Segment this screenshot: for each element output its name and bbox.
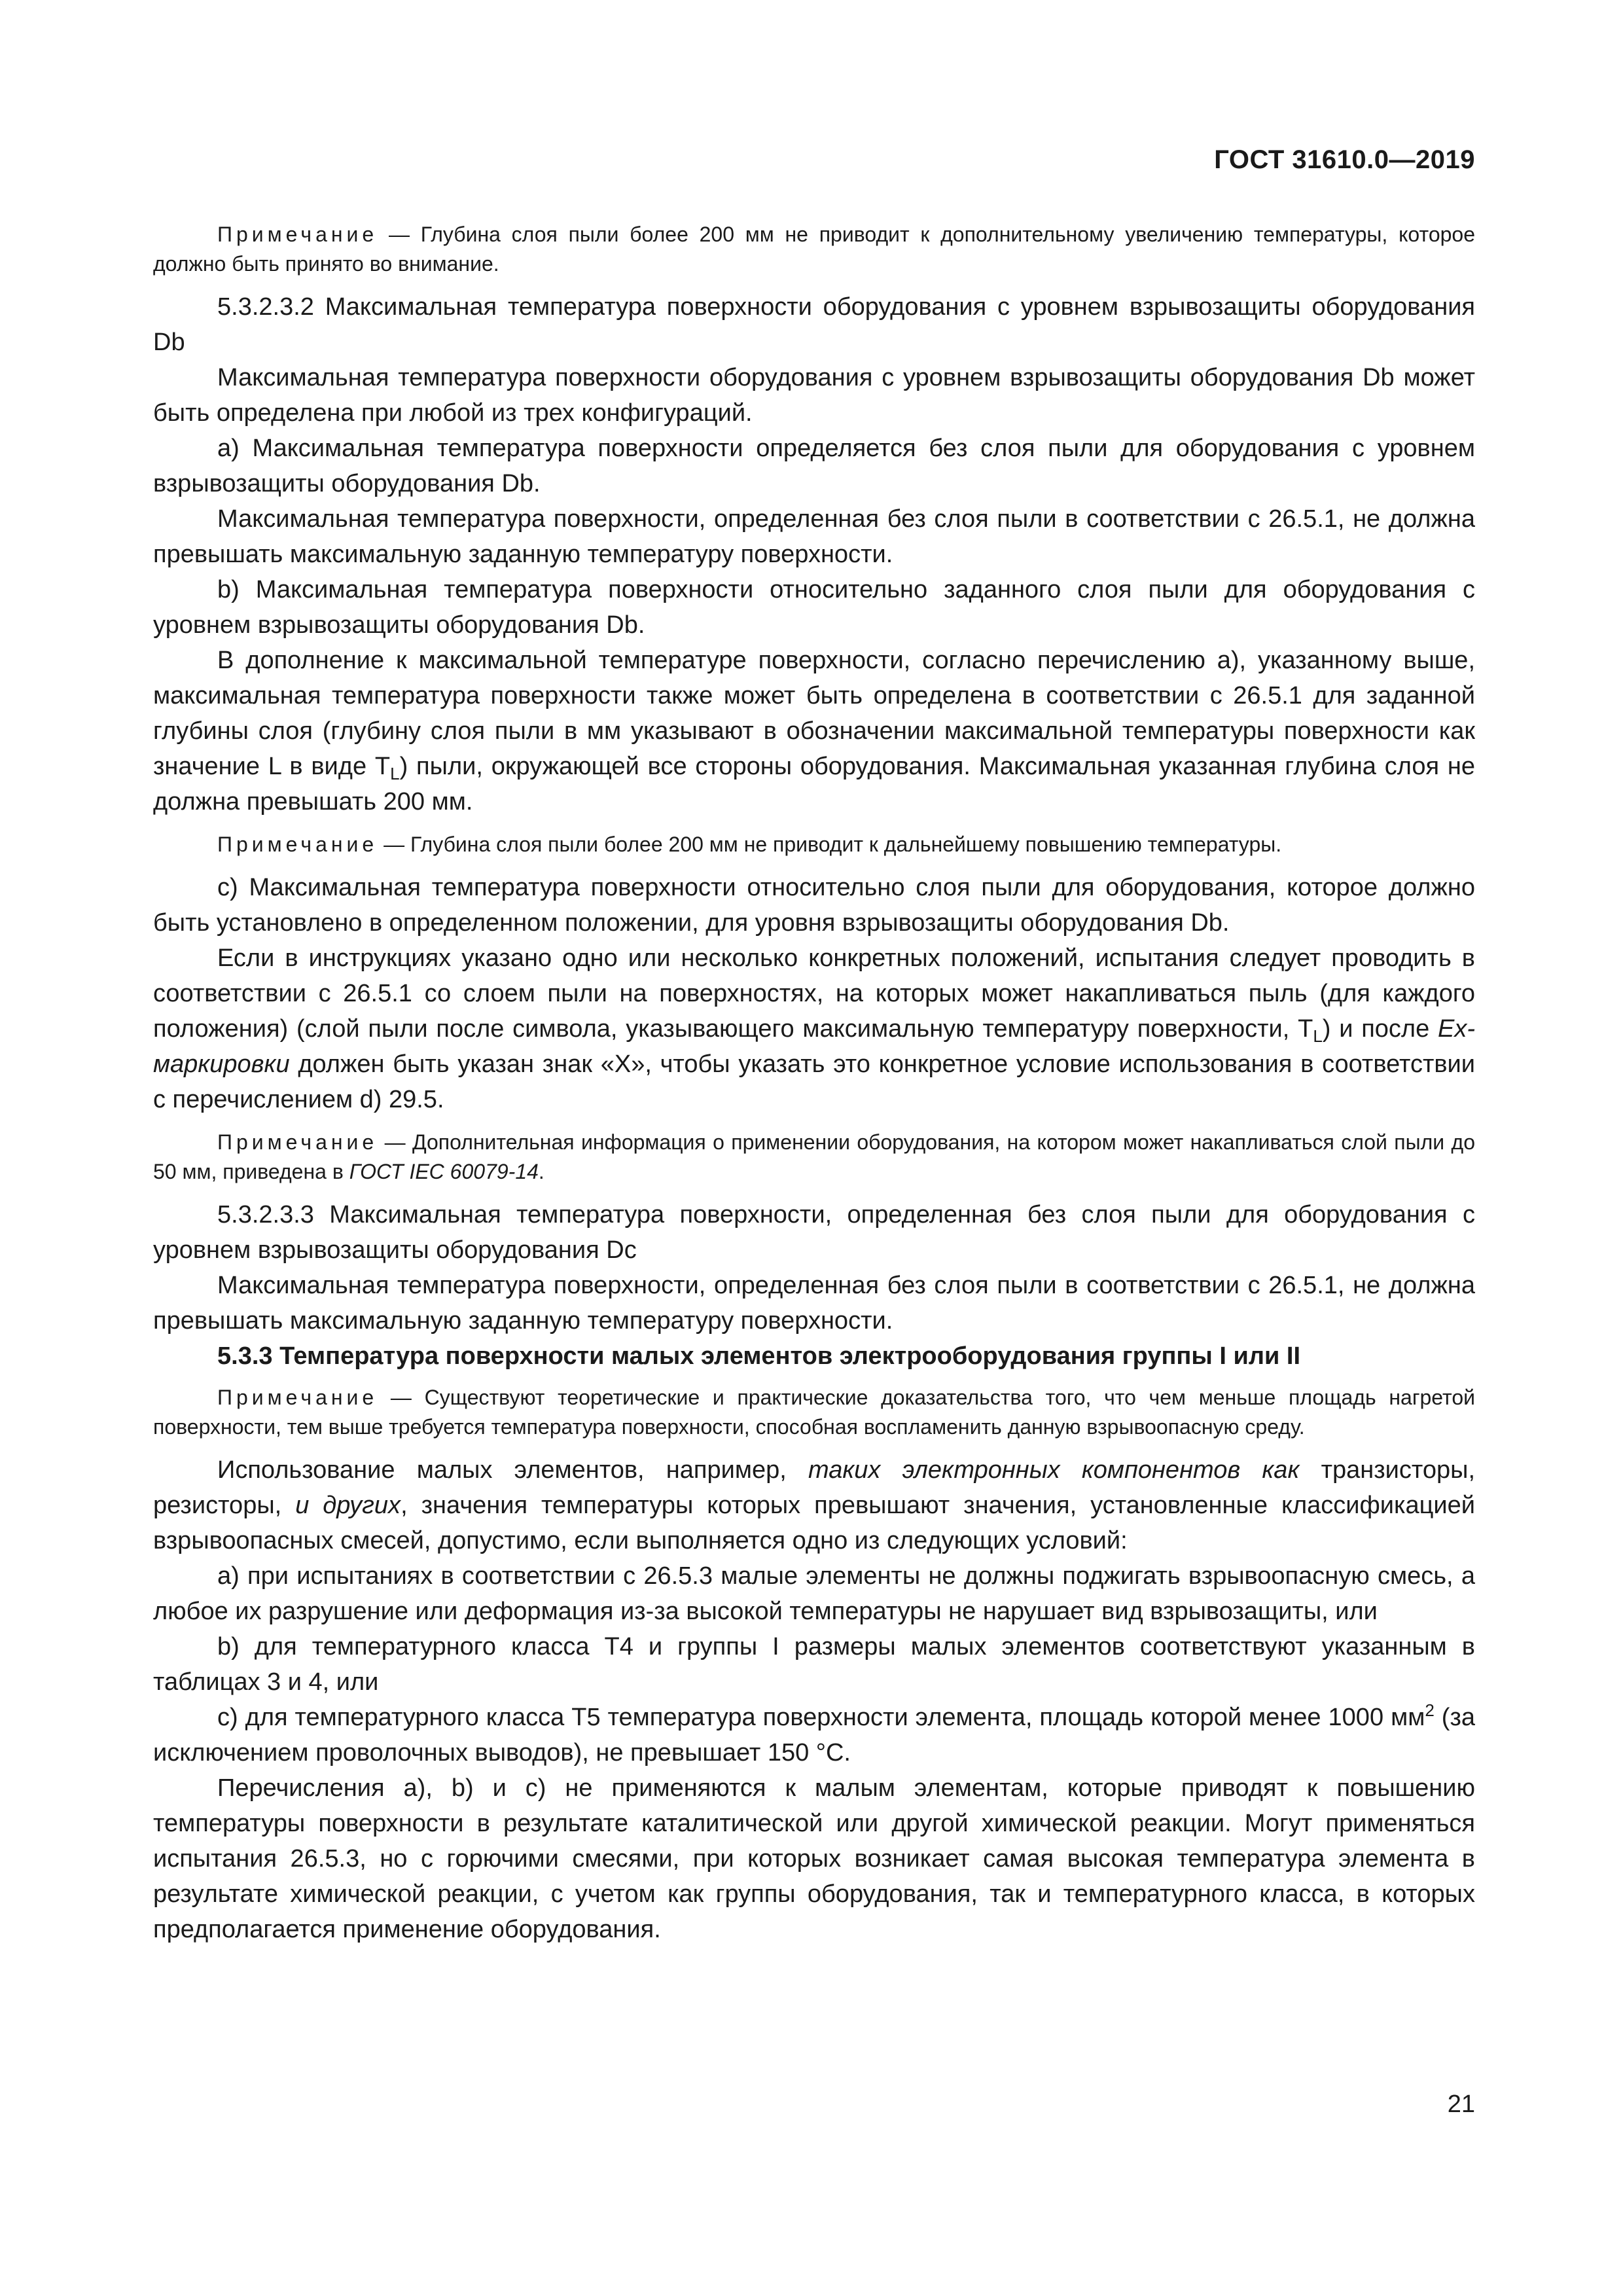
note-paragraph: Примечание — Глубина слоя пыли более 200 мм не приводит к дополнительному увеличению температуры, которое должно быть принято во внимание.: [153, 223, 1475, 276]
note-paragraph: Примечание — Глубина слоя пыли более 200 мм не приводит к дальнейшему повышению температуры.: [217, 833, 1282, 856]
list-item-c: c) Максимальная температура поверхности относительно слоя пыли для оборудования, которое должно быть установлено в определенном положении, для уровня взрывозащиты оборудования Db.: [153, 874, 1475, 937]
list-item-a: a) Максимальная температура поверхности определяется без слоя пыли для оборудования с уровнем взрывозащиты оборудования Db.: [153, 435, 1475, 497]
list-item-a: a) при испытаниях в соответствии с 26.5.3 малые элементы не должны поджигать взрывоопасную смесь, а любое их разрушение или деформация из-за высокой температуры не нарушает вид взрывозащиты, или: [153, 1562, 1475, 1625]
note-label: Примечание: [217, 1130, 378, 1154]
note-paragraph: Примечание — Дополнительная информация о применении оборудования, на котором может накапливаться слой пыли до 50 мм, приведена в ГОСТ IEC 60079-14.: [153, 1130, 1475, 1183]
clause-5-3-2-3-2-heading: 5.3.2.3.2 Максимальная температура поверхности оборудования с уровнем взрывозащиты оборудования Db: [153, 293, 1475, 356]
section-5-3-3-heading: 5.3.3 Температура поверхности малых элементов электрооборудования группы I или II: [217, 1342, 1301, 1370]
clause-5-3-2-3-3-heading: 5.3.2.3.3 Максимальная температура поверхности, определенная без слоя пыли для оборудования с уровнем взрывозащиты оборудования Dc: [153, 1201, 1475, 1264]
page-number: 21: [1447, 2090, 1475, 2118]
note-label: Примечание: [217, 1386, 378, 1409]
note-paragraph: Примечание — Существуют теоретические и практические доказательства того, что чем меньше площадь нагретой поверхности, тем выше требуется температура поверхности, способная воспламенить данную взрывоопасную среду.: [153, 1386, 1475, 1439]
note-label: Примечание: [217, 223, 378, 246]
body-paragraph: Использование малых элементов, например, таких электронных компонентов как транзисторы, резисторы, и других, значения температуры которых превышают значения, установленные классификацией взрывоопасных смесей, допустимо, если выполняется одно из следующих условий:: [153, 1456, 1475, 1554]
document-page: [153, 0, 1475, 2296]
body-paragraph: Перечисления a), b) и c) не применяются к малым элементам, которые приводят к повышению температуры поверхности в результате каталитической или другой химической реакции. Могут применяться испытания 26.5.3, но с горючими смесями, при которых возникает самая высокая температура элемента в результате химической реакции, с учетом как группы оборудования, так и температурного класса, в которых предполагается применение оборудования.: [153, 1774, 1475, 1943]
list-item-b: b) для температурного класса Т4 и группы I размеры малых элементов соответствуют указанным в таблицах 3 и 4, или: [153, 1633, 1475, 1696]
list-item-c: c) для температурного класса Т5 температура поверхности элемента, площадь которой менее 1000 $мм^2$ (за исключением проволочных выводов), не превышает 150 °C.: [153, 1700, 1475, 1767]
body-paragraph: В дополнение к максимальной температуре поверхности, согласно перечислению а), указанному выше, максимальная температура поверхности также может быть определена в соответствии с 26.5.1 для заданной глубины слоя (глубину слоя пыли в мм указывают в обозначении максимальной температуры поверхности как значение L в виде $T_L$) пыли, окружающей все стороны оборудования. Максимальная указанная глубина слоя не должна превышать 200 мм.: [153, 647, 1475, 816]
note-label: Примечание: [217, 833, 378, 856]
body-paragraph: Максимальная температура поверхности оборудования с уровнем взрывозащиты оборудования Db может быть определена при любой из трех конфигураций.: [153, 364, 1475, 427]
document-id-header: ГОСТ 31610.0—2019: [1214, 145, 1475, 174]
body-paragraph: Максимальная температура поверхности, определенная без слоя пыли в соответствии с 26.5.1, не должна превышать максимальную заданную температуру поверхности.: [153, 1272, 1475, 1335]
page-content: [153, 220, 1475, 1947]
list-item-b: b) Максимальная температура поверхности относительно заданного слоя пыли для оборудования с уровнем взрывозащиты оборудования Db.: [153, 576, 1475, 639]
body-paragraph: Если в инструкциях указано одно или несколько конкретных положений, испытания следует проводить в соответствии с 26.5.1 со слоем пыли на поверхностях, на которых может накапливаться пыль (для каждого положения) (слой пыли после символа, указывающего максимальную температуру поверхности, $T_L$) и после Ex-маркировки должен быть указан знак «Х», чтобы указать это конкретное условие использования в соответствии с перечислением d) 29.5.: [153, 944, 1475, 1113]
body-paragraph: Максимальная температура поверхности, определенная без слоя пыли в соответствии с 26.5.1, не должна превышать максимальную заданную температуру поверхности.: [153, 505, 1475, 568]
